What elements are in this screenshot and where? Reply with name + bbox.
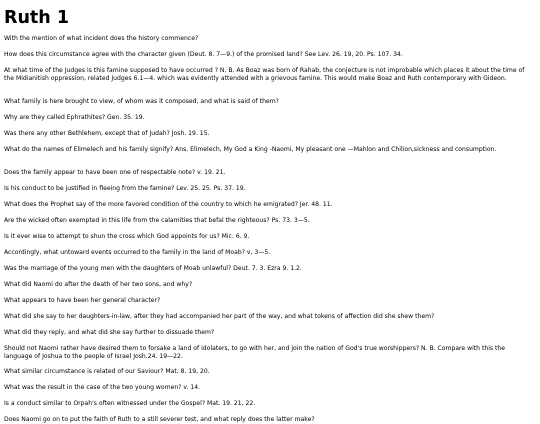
question-1: With the mention of what incident does the history commence? [4,35,199,42]
question-7: What do the names of Elimelech and his family signify? Ans. Elimelech, My God a King -Naomi, My pleasant one —Mahlon and Chilion,sickness and consumption. [4,146,497,153]
question-5: Why are they called Ephrathites? Gen. 35. 19. [4,114,145,121]
question-16: What appears to have been her general character? [4,297,161,304]
question-19: Should not Naomi rather have desired them to forsake a land of idolaters, to go with her, and join the nation of God's true worshippers? N. B. Compare with this the language of Joshua to the people of Israel Josh.24. 19—22. [4,345,506,360]
question-11: Are the wicked often exempted in this life from the calamities that befal the righteous? Ps. 73. 3—5. [4,217,310,224]
page-title: Ruth 1 [4,8,70,28]
question-20: What similar circumstance is related of our Saviour? Mat. 8. 19, 20. [4,368,210,375]
question-18: What did they reply, and what did she say further to dissuade them? [4,329,215,336]
question-4: What family is here brought to view, of whom was it composed, and what is said of them? [4,98,279,105]
question-8: Does the family appear to have been one of respectable note? v. 19. 21. [4,169,226,176]
question-15: What did Naomi do after the death of her two sons, and why? [4,281,193,288]
question-9: Is his conduct to be justified in fleeing from the famine? Lev. 25. 25. Ps. 37. 19. [4,185,246,192]
question-2: How does this circumstance agree with the character given (Deut. 8. 7—9.) of the promised land? See Lev. 26. 19, 20. Ps. 107. 34. [4,51,403,58]
question-22: Is a conduct similar to Orpah's often witnessed under the Gospel? Mat. 19. 21, 22. [4,400,256,407]
question-13: Accordingly, what untoward events occurred to the family in the land of Moab? v, 3—5. [4,249,271,256]
question-21: What was the result in the case of the two young women? v. 14. [4,384,201,391]
question-14: Was the marriage of the young men with the daughters of Moab unlawful? Deut. 7. 3. Ezra 9. 1.2. [4,265,302,272]
question-23: Does Naomi go on to put the faith of Ruth to a still severer test, and what reply does the latter make? [4,416,315,423]
question-12: Is it ever wise to attempt to shun the cross which God appoints for us? Mic. 6. 9. [4,233,250,240]
question-10: What does the Prophet say of the more favored condition of the country to which he emigrated? Jer. 48. 11. [4,201,333,208]
question-17: What did she say to her daughters-in-law, after they had accompanied her part of the way, and what tokens of affection did she shew them? [4,313,435,320]
question-6: Was there any other Bethlehem, except that of Judah? Josh. 19. 15. [4,130,210,137]
question-3: At what time of the Judges is this famine supposed to have occurred ? N. B. As Boaz was born of Rahab, the conjecture is not improbable which places it about the time of the Midianitish oppression, related Judges 6.1—4. which was evidently attended with a grievous famine. This would make Boaz and Ruth contemporary with Gideon. [4,67,525,82]
